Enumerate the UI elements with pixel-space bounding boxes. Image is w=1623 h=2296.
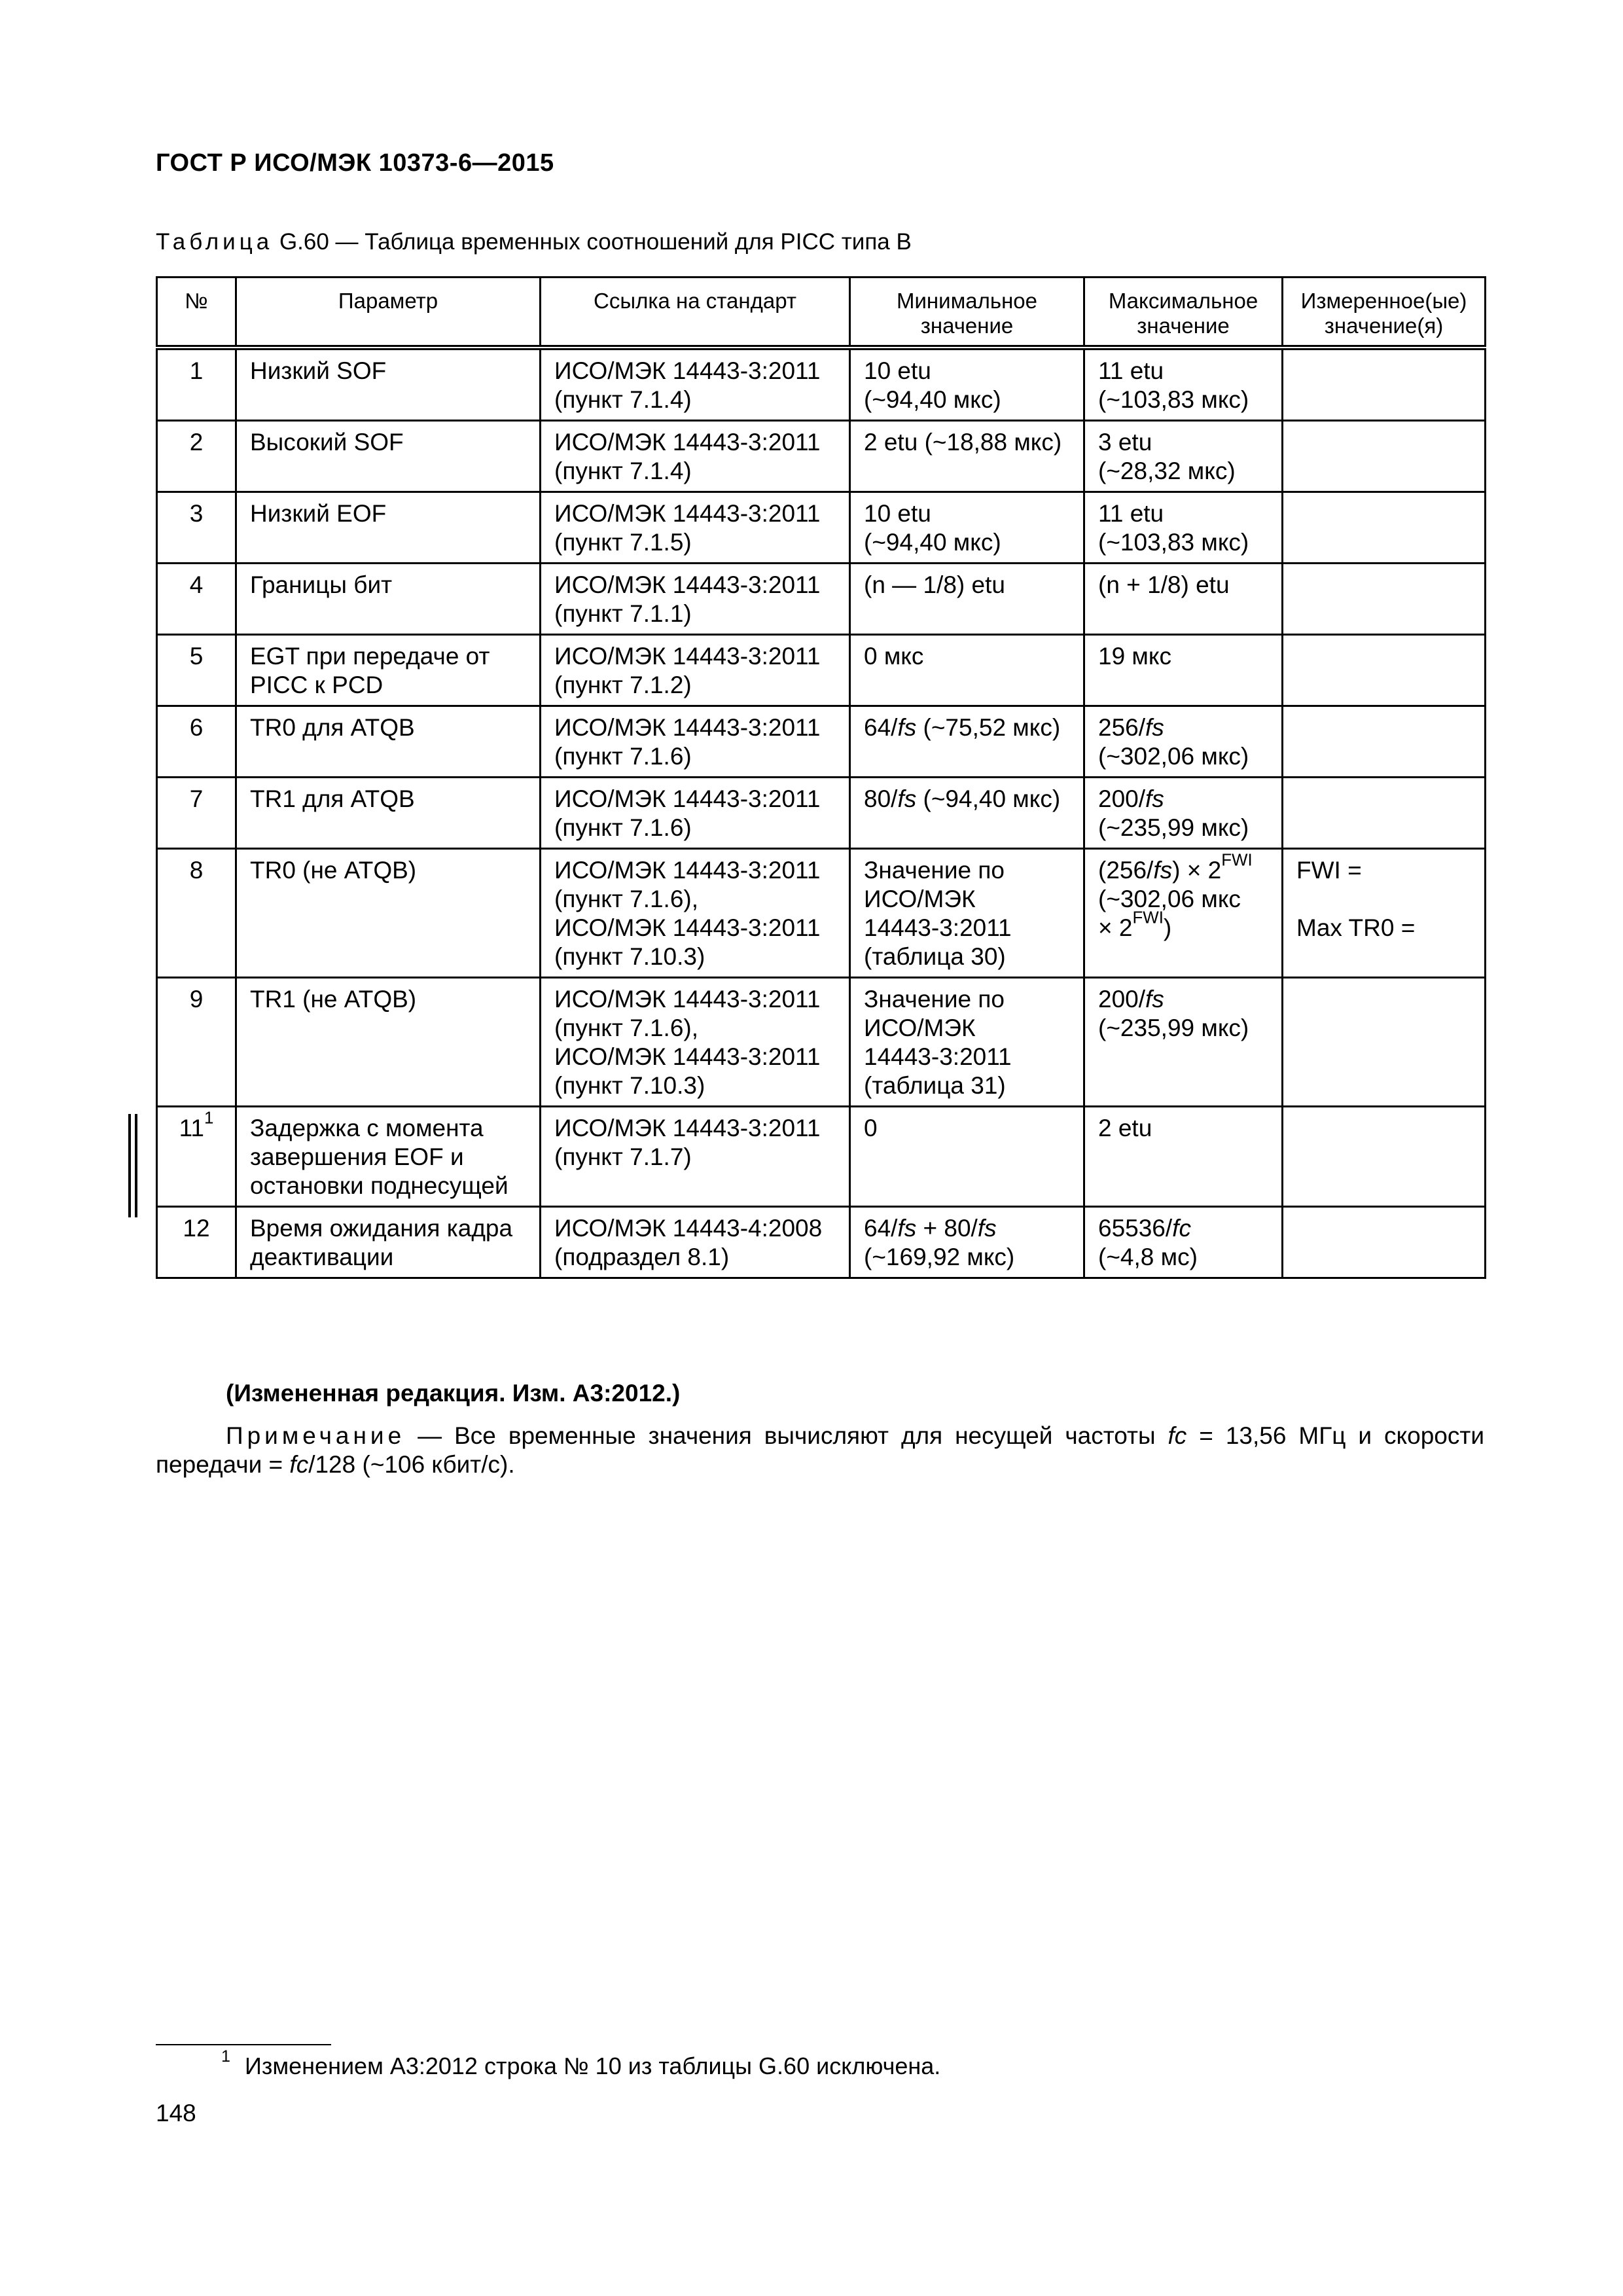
cell-line: 3 etu <box>1098 429 1152 456</box>
cell-line <box>864 785 1077 814</box>
cell-line: (пункт 7.1.4) <box>554 386 692 413</box>
measured-cell <box>1283 348 1486 421</box>
cell-line: завершения EOF и <box>250 1143 464 1170</box>
parameter-cell <box>236 1107 541 1207</box>
measured-cell <box>1283 421 1486 492</box>
cell-line: (~103,83 мкс) <box>1098 529 1249 556</box>
measured-cell <box>1283 1207 1486 1278</box>
value-text: (~75,52 мкс) <box>916 714 1061 741</box>
fwi-exponent: FWI <box>1221 851 1253 870</box>
cell-line <box>1098 785 1275 814</box>
table-row <box>157 706 1486 778</box>
cell-line: ИСО/МЭК 14443-3:2011 <box>554 643 821 670</box>
cell-line: ИСО/МЭК 14443-3:2011 <box>554 429 821 456</box>
cell-line: Высокий SOF <box>250 429 404 456</box>
fc-symbol: fc <box>1168 1422 1187 1449</box>
cell-line: (n — 1/8) etu <box>864 571 1005 598</box>
cell-line: TR0 (не ATQB) <box>250 857 417 884</box>
table-row <box>157 564 1486 635</box>
footnote-marker: 1 <box>221 2047 231 2066</box>
cell-line <box>1098 851 1275 885</box>
measured-cell <box>1283 1107 1486 1207</box>
cell-line: (~235,99 мкс) <box>1098 1014 1249 1041</box>
cell-line: 11 etu <box>1098 357 1164 384</box>
cell-line: ИСО/МЭК 14443-3:2011 <box>554 1115 821 1141</box>
cell-line: TR1 для ATQB <box>250 785 415 812</box>
fs-symbol: fs <box>897 1215 917 1242</box>
timing-table <box>156 276 1486 1279</box>
cell-line: ИСО/МЭК 14443-3:2011 <box>554 500 821 527</box>
cell-line: ИСО/МЭК 14443-3:2011 <box>554 914 821 941</box>
cell-line: 14443-3:2011 <box>864 1043 1012 1070</box>
table-row <box>157 1107 1486 1207</box>
min-value-cell <box>850 492 1084 564</box>
row-number: 6 <box>157 706 236 778</box>
cell-line: Границы бит <box>250 571 393 598</box>
cell-line: 2 etu <box>1098 1115 1152 1141</box>
cell-line: 10 etu <box>864 500 931 527</box>
cell-line: Низкий SOF <box>250 357 387 384</box>
value-text: + 80/ <box>916 1215 978 1242</box>
cell-line: 0 <box>864 1115 878 1141</box>
cell-spacer <box>1296 885 1478 914</box>
cell-line: (~94,40 мкс) <box>864 529 1001 556</box>
value-text: 200/ <box>1098 785 1146 812</box>
cell-line: ИСО/МЭК 14443-3:2011 <box>554 1043 821 1070</box>
min-value-cell <box>850 635 1084 706</box>
row-number: 4 <box>157 564 236 635</box>
measured-cell <box>1283 635 1486 706</box>
cell-line: ИСО/МЭК 14443-3:2011 <box>554 857 821 884</box>
reference-cell <box>541 849 850 978</box>
cell-line <box>1098 713 1275 742</box>
value-text: ) × 2 <box>1172 857 1222 884</box>
fs-symbol: fs <box>1145 714 1164 741</box>
value-text: 200/ <box>1098 986 1146 1013</box>
value-text: (~94,40 мкс) <box>916 785 1061 812</box>
max-value-cell <box>1084 849 1283 978</box>
cell-line: (~103,83 мкс) <box>1098 386 1249 413</box>
parameter-cell <box>236 421 541 492</box>
table-row <box>157 778 1486 849</box>
cell-line: (подраздел 8.1) <box>554 1244 730 1270</box>
cell-line: Max TR0 = <box>1296 914 1416 941</box>
row-number <box>157 1107 236 1207</box>
parameter-cell <box>236 778 541 849</box>
parameter-cell <box>236 978 541 1107</box>
cell-line: (~28,32 мкс) <box>1098 457 1236 484</box>
measured-cell <box>1283 564 1486 635</box>
max-value-cell <box>1084 978 1283 1107</box>
note-text: — Все временные значения вычисляют для несущей частоты <box>405 1422 1168 1449</box>
cell-line: PICC к PCD <box>250 672 383 698</box>
cell-line: Время ожидания кадра <box>250 1215 513 1242</box>
parameter-cell <box>236 348 541 421</box>
cell-line: (~302,06 мкс <box>1098 886 1241 912</box>
max-value-cell <box>1084 635 1283 706</box>
reference-cell <box>541 1107 850 1207</box>
cell-line: FWI = <box>1296 857 1362 884</box>
min-value-cell <box>850 1107 1084 1207</box>
reference-cell <box>541 1207 850 1278</box>
min-value-cell <box>850 421 1084 492</box>
row-number: 2 <box>157 421 236 492</box>
cell-line: TR0 для ATQB <box>250 714 415 741</box>
min-value-cell <box>850 1207 1084 1278</box>
cell-line: (~94,40 мкс) <box>864 386 1001 413</box>
min-value-cell <box>850 348 1084 421</box>
cell-line: (~235,99 мкс) <box>1098 814 1249 841</box>
fwi-exponent: FWI <box>1132 908 1164 927</box>
row-number: 7 <box>157 778 236 849</box>
parameter-cell <box>236 1207 541 1278</box>
cell-line <box>1098 908 1275 942</box>
table-caption-text: G.60 — Таблица временных соотношений для PICC типа B <box>273 229 912 255</box>
cell-line: (таблица 31) <box>864 1072 1006 1099</box>
cell-line: (пункт 7.10.3) <box>554 943 705 970</box>
table-row <box>157 492 1486 564</box>
reference-cell <box>541 635 850 706</box>
table-body <box>157 348 1486 1278</box>
fc-symbol: fc <box>1172 1215 1191 1242</box>
max-value-cell <box>1084 706 1283 778</box>
cell-line: TR1 (не ATQB) <box>250 986 417 1013</box>
cell-line: (пункт 7.1.6) <box>554 743 692 770</box>
reference-cell <box>541 421 850 492</box>
cell-line <box>864 713 1077 742</box>
footnote <box>221 2047 941 2080</box>
cell-line: Значение по <box>864 857 1005 884</box>
cell-line: (пункт 7.10.3) <box>554 1072 705 1099</box>
col-header-max-value: Максимальное значение <box>1084 278 1283 348</box>
min-value-cell <box>850 978 1084 1107</box>
cell-line <box>864 1214 1077 1243</box>
col-header-number: № <box>157 278 236 348</box>
fc-symbol: fc <box>289 1451 309 1478</box>
table-note <box>156 1422 1484 1479</box>
parameter-cell <box>236 849 541 978</box>
fs-symbol: fs <box>1145 986 1164 1013</box>
note-text: = 13,56 МГц и скорости <box>1186 1422 1485 1449</box>
cell-line: остановки поднесущей <box>250 1172 508 1199</box>
max-value-cell <box>1084 1207 1283 1278</box>
cell-line: 10 etu <box>864 357 931 384</box>
table-row <box>157 421 1486 492</box>
cell-line: EGT при передаче от <box>250 643 490 670</box>
fs-symbol: fs <box>1153 857 1173 884</box>
cell-line: ИСО/МЭК 14443-3:2011 <box>554 571 821 598</box>
value-text: 80/ <box>864 785 898 812</box>
cell-line: ИСО/МЭК 14443-3:2011 <box>554 986 821 1013</box>
footnote-text: Изменением А3:2012 строка № 10 из таблицы G.60 исключена. <box>245 2053 941 2079</box>
footnote-ref: 1 <box>204 1109 214 1128</box>
cell-line: Задержка с момента <box>250 1115 484 1141</box>
parameter-cell <box>236 492 541 564</box>
table-row <box>157 635 1486 706</box>
note-text: передачи = <box>156 1451 290 1478</box>
value-text: 64/ <box>864 714 898 741</box>
cell-line: (пункт 7.1.5) <box>554 529 692 556</box>
note-label: Примечание <box>226 1422 406 1449</box>
cell-line: ИСО/МЭК 14443-3:2011 <box>554 785 821 812</box>
cell-line: ИСО/МЭК <box>864 1014 976 1041</box>
max-value-cell <box>1084 348 1283 421</box>
measured-cell <box>1283 492 1486 564</box>
cell-line: Значение по <box>864 986 1005 1013</box>
note-second-line <box>156 1451 515 1478</box>
table-row <box>157 348 1486 421</box>
table-header-row <box>157 278 1486 348</box>
min-value-cell <box>850 778 1084 849</box>
fs-symbol: fs <box>897 785 917 812</box>
cell-line: (пункт 7.1.6), <box>554 1014 699 1041</box>
cell-line: (пункт 7.1.6), <box>554 886 699 912</box>
cell-line: (пункт 7.1.6) <box>554 814 692 841</box>
row-number: 3 <box>157 492 236 564</box>
cell-line: Низкий EOF <box>250 500 387 527</box>
min-value-cell <box>850 706 1084 778</box>
note-text: /128 (~106 кбит/с). <box>308 1451 515 1478</box>
reference-cell <box>541 706 850 778</box>
table-row <box>157 849 1486 978</box>
amendment-note: (Измененная редакция. Изм. A3:2012.) <box>226 1380 681 1407</box>
document-header: ГОСТ Р ИСО/МЭК 10373-6—2015 <box>156 149 554 177</box>
value-text: 65536/ <box>1098 1215 1173 1242</box>
row-number: 9 <box>157 978 236 1107</box>
cell-line: ИСО/МЭК 14443-3:2011 <box>554 714 821 741</box>
fs-symbol: fs <box>1145 785 1164 812</box>
footnote-divider <box>156 2044 331 2045</box>
cell-line: 19 мкс <box>1098 643 1171 670</box>
col-header-parameter: Параметр <box>236 278 541 348</box>
measured-cell <box>1283 778 1486 849</box>
min-value-cell <box>850 849 1084 978</box>
reference-cell <box>541 564 850 635</box>
col-header-measured: Измеренное(ые) значение(я) <box>1283 278 1486 348</box>
value-text: × 2 <box>1098 914 1133 941</box>
table-header <box>157 278 1486 348</box>
reference-cell <box>541 348 850 421</box>
parameter-cell <box>236 564 541 635</box>
cell-line: (~169,92 мкс) <box>864 1244 1015 1270</box>
cell-line: (~302,06 мкс) <box>1098 743 1249 770</box>
cell-line: (пункт 7.1.7) <box>554 1143 692 1170</box>
measured-cell <box>1283 978 1486 1107</box>
row-number: 1 <box>157 348 236 421</box>
min-value-cell <box>850 564 1084 635</box>
value-text: ) <box>1163 914 1172 941</box>
max-value-cell <box>1084 1107 1283 1207</box>
table-row <box>157 1207 1486 1278</box>
cell-line: 14443-3:2011 <box>864 914 1012 941</box>
parameter-cell <box>236 706 541 778</box>
col-header-reference: Ссылка на стандарт <box>541 278 850 348</box>
value-text: (256/ <box>1098 857 1154 884</box>
measured-cell <box>1283 849 1486 978</box>
cell-line: ИСО/МЭК <box>864 886 976 912</box>
value-text: 64/ <box>864 1215 898 1242</box>
col-header-min-value: Минимальное значение <box>850 278 1084 348</box>
row-number-text: 11 <box>179 1115 204 1141</box>
cell-line: (~4,8 мс) <box>1098 1244 1198 1270</box>
row-number: 8 <box>157 849 236 978</box>
reference-cell <box>541 492 850 564</box>
note-first-line <box>156 1422 1484 1450</box>
cell-line: (n + 1/8) etu <box>1098 571 1230 598</box>
measured-cell <box>1283 706 1486 778</box>
max-value-cell <box>1084 778 1283 849</box>
cell-line: (таблица 30) <box>864 943 1006 970</box>
reference-cell <box>541 778 850 849</box>
row-number: 12 <box>157 1207 236 1278</box>
table-caption <box>156 229 912 255</box>
table-caption-label: Таблица <box>156 229 274 255</box>
fs-symbol: fs <box>977 1215 997 1242</box>
change-bar-line <box>128 1114 131 1217</box>
cell-line <box>1098 1214 1275 1243</box>
cell-line: деактивации <box>250 1244 394 1270</box>
row-number: 5 <box>157 635 236 706</box>
cell-line: (пункт 7.1.1) <box>554 600 692 627</box>
cell-line: (пункт 7.1.4) <box>554 457 692 484</box>
cell-line: (пункт 7.1.2) <box>554 672 692 698</box>
value-text: 256/ <box>1098 714 1146 741</box>
max-value-cell <box>1084 564 1283 635</box>
revision-change-bar <box>128 1114 139 1217</box>
cell-line <box>1098 985 1275 1014</box>
max-value-cell <box>1084 421 1283 492</box>
cell-line: 0 мкс <box>864 643 924 670</box>
cell-line: 2 etu (~18,88 мкс) <box>864 429 1062 456</box>
page-number: 148 <box>156 2100 196 2126</box>
cell-line: ИСО/МЭК 14443-4:2008 <box>554 1215 823 1242</box>
reference-cell <box>541 978 850 1107</box>
table-row <box>157 978 1486 1107</box>
cell-line: ИСО/МЭК 14443-3:2011 <box>554 357 821 384</box>
max-value-cell <box>1084 492 1283 564</box>
parameter-cell <box>236 635 541 706</box>
cell-line: 11 etu <box>1098 500 1164 527</box>
change-bar-line <box>135 1114 137 1217</box>
fs-symbol: fs <box>897 714 917 741</box>
